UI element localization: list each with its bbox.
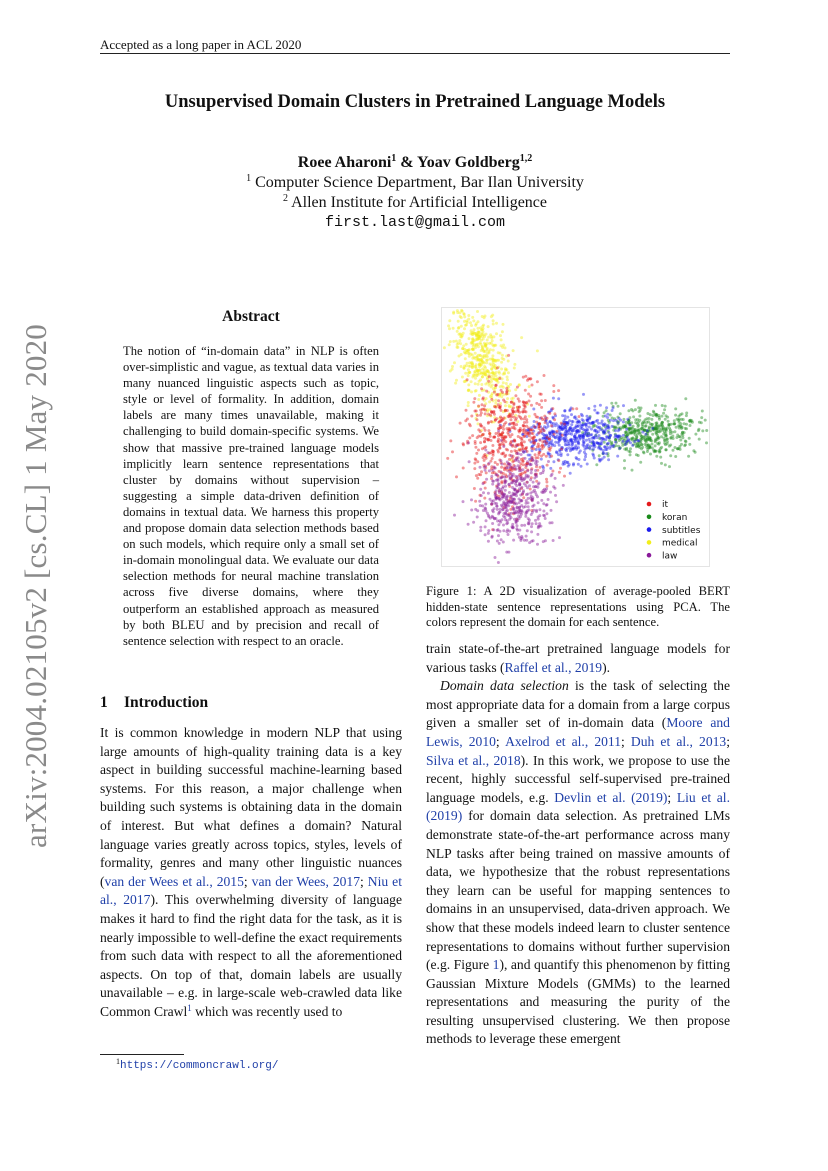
citation-link[interactable]: Duh et al., 2013	[630, 733, 727, 749]
legend-swatch-law	[647, 553, 652, 558]
legend-swatch-medical	[647, 540, 652, 545]
paper-title: Unsupervised Domain Clusters in Pretrained Language Models	[164, 92, 666, 112]
scatter-plot	[442, 308, 709, 566]
legend-swatch-it	[647, 502, 652, 507]
figure-1-caption: Figure 1: A 2D visualization of average-pooled BERT hidden-state sentence representations using PCA. The colors represent the domain for each sentence.	[426, 584, 730, 630]
legend-label-it: it	[662, 500, 669, 511]
affiliation-2: $^2$ Allen Institute for Artificial Intelligence	[282, 193, 548, 211]
footnote-url[interactable]: https://commoncrawl.org/	[120, 1060, 279, 1072]
section-heading-introduction: 1 Introduction	[100, 694, 209, 711]
author-2: Yoav Goldberg	[417, 154, 520, 171]
header-note: Accepted as a long paper in ACL 2020	[100, 37, 302, 52]
footnote-link[interactable]: 1	[187, 1002, 192, 1013]
author-2-affil: 1,2	[519, 153, 533, 164]
author-block	[100, 153, 730, 233]
introduction-paragraph: It is common knowledge in modern NLP that using large amounts of high-quality training data is a key aspect in building successful machine-learning based systems. For this reason, a major challenge when building such systems is obtaining data in the domain of interest. But what defines a domain? Natural language varies greatly across topics, styles, levels of formality, genres and many other linguistic nuances (van der Wees et al., 2015; van der Wees, 2017; Niu et al., 2017). This overwhelming diversity of language makes it hard to find the right data for the task, as it is nearly impossible to well-define the exact requirements from such data with respect to all the aforementioned aspects. On top of that, domain labels are usually unavailable – e.g. in large-scale web-crawled data like Common Crawl$^1$ which was recently used to	[100, 725, 402, 1019]
paragraph: train state-of-the-art pretrained language models for various tasks (Raffel et al., 2019).	[426, 641, 730, 675]
affiliation-1: $^1$ Computer Science Department, Bar Ilan University	[246, 173, 584, 191]
citation-link[interactable]: Raffel et al., 2019	[504, 659, 603, 675]
citation-link[interactable]: Axelrod et al., 2011	[505, 733, 622, 749]
citation-link[interactable]: van der Wees, 2017	[251, 873, 361, 889]
legend-swatch-subtitles	[647, 527, 652, 532]
citation-link[interactable]: van der Wees et al., 2015	[104, 873, 244, 889]
citation-link[interactable]: Devlin et al. (2019)	[554, 789, 668, 805]
legend-label-law: law	[662, 551, 678, 562]
header-rule	[100, 53, 730, 54]
paragraph: Domain data selection is the task of selecting the most appropriate data for a domain from a large corpus given a smaller set of in-domain data (Moore and Lewis, 2010; Axelrod et al., 2011; Duh et al., 2013; Silva et al., 2018). In this work, we propose to use the recent, highly successful self-supervised pre-trained language models, e.g. Devlin et al. (2019); Liu et al. (2019) for domain data selection. As pretrained LMs demonstrate state-of-the-art performance across many NLP tasks after being trained on massive amounts of data, we hypothesize that the robust representations they learn can be useful for mapping sentences to domains in an unsupervised, data-driven approach. We show that these models indeed learn to cluster sentence representations to domains without further supervision (e.g. Figure 1), and quantify this phenomenon by fitting Gaussian Mixture Models (GMMs) to the learned representations and measuring the purity of the resulting unsupervised clustering. We then propose methods to leverage these emergent	[426, 678, 731, 1047]
legend-label-medical: medical	[662, 538, 698, 549]
abstract-text: The notion of “in-domain data” in NLP is often over-simplistic and vague, as textual data varies in many nuanced linguistic aspects such as topic, style or level of formality. In addition, domain labels are many times unavailable, making it challenging to build domain-specific systems. We show that massive pre-trained language models implicitly learn sentence representations that cluster by domains without supervision – suggesting a simple data-driven definition of domains in textual data. We harness this property and propose domain data selection methods based on such models, which require only a small set of in-domain monolingual data. We evaluate our data selection methods for neural machine translation across five diverse domains, where they outperform an established approach as measured by both BLEU and by precision and recall of sentence selection with respect to an oracle.	[123, 344, 379, 648]
citation-link[interactable]: Moore and Lewis, 2010	[426, 715, 730, 749]
footnote-rule	[100, 1054, 184, 1055]
arxiv-identifier: arXiv:2004.02105v2 [cs.CL] 1 May 2020	[18, 323, 53, 848]
citation-link[interactable]: Silva et al., 2018	[426, 752, 521, 768]
footnote: $^1$https://commoncrawl.org/	[116, 1057, 279, 1072]
author-1: Roee Aharoni	[297, 154, 392, 171]
figure-1-scatter	[441, 307, 710, 567]
legend-label-koran: koran	[662, 513, 688, 523]
author-names: Roee Aharoni$^1$ & Yoav Goldberg$^{1,2}$	[297, 153, 533, 171]
legend-label-subtitles: subtitles	[662, 525, 701, 536]
author-1-affil: 1	[391, 153, 397, 164]
right-column-text	[426, 640, 730, 1049]
figure-reference-link[interactable]: 1	[492, 957, 500, 973]
legend-swatch-koran	[647, 515, 652, 520]
citation-link[interactable]: Liu et al. (2019)	[426, 789, 730, 824]
abstract-heading: Abstract	[222, 308, 280, 325]
citation-link[interactable]: Niu et al., 2017	[100, 873, 402, 908]
author-email: first.last@gmail.com	[324, 214, 506, 231]
